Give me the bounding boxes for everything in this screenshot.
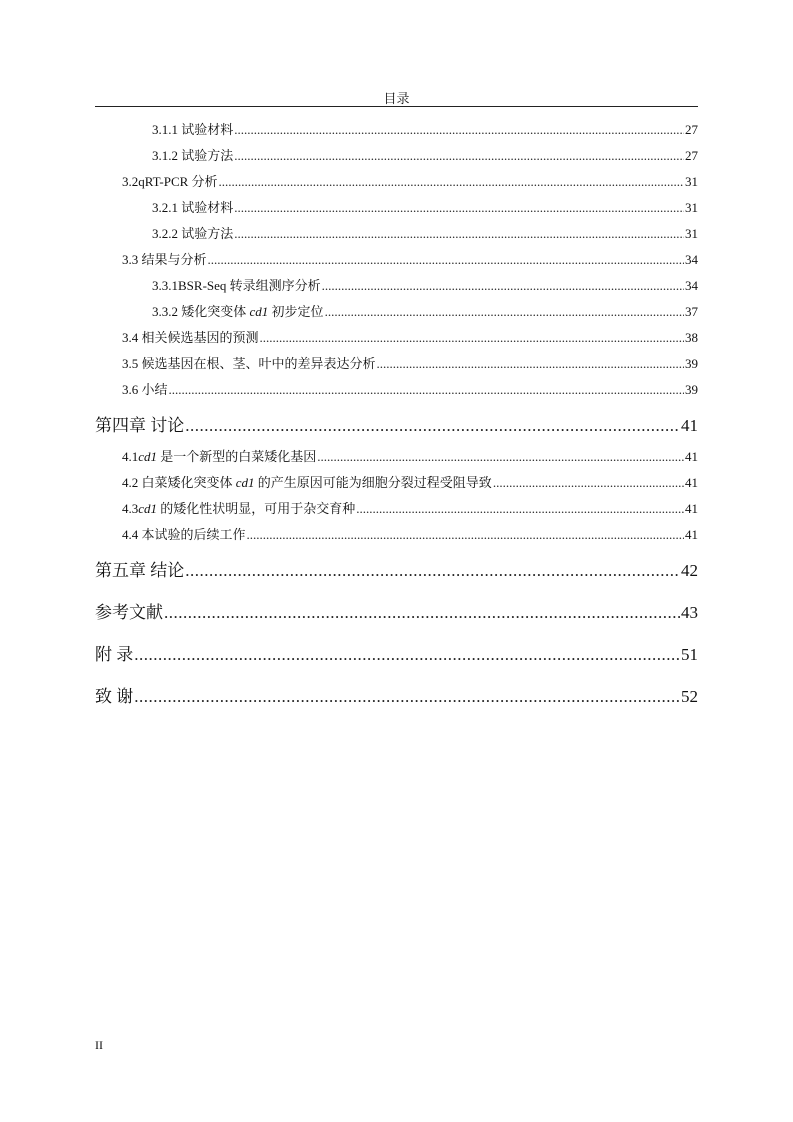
toc-entry-4-1[interactable] — [122, 446, 698, 464]
toc-entry-appendix[interactable] — [95, 640, 698, 662]
dot-leader — [247, 527, 684, 543]
dot-leader — [356, 501, 684, 517]
toc-entry-label — [95, 556, 184, 581]
toc-entry-label — [122, 472, 492, 491]
label-text: 3.4 相关候选基因的预测 — [122, 330, 259, 345]
dot-leader — [234, 148, 684, 164]
label-text: 4.2 白菜矮化突变体 — [122, 475, 236, 490]
label-text: 的矮化性状明显，可用于杂交育种 — [157, 501, 356, 516]
toc-entry-3-3[interactable] — [122, 249, 698, 267]
gene-name-italic: cd1 — [138, 501, 158, 516]
label-text: 致 谢 — [95, 687, 134, 706]
label-text: 参考文献 — [95, 603, 163, 622]
toc-entry-label — [152, 301, 324, 320]
toc-entry-acknowledgements[interactable] — [95, 682, 698, 704]
label-text: 第五章 结论 — [95, 561, 185, 580]
toc-entry-references[interactable] — [95, 598, 698, 620]
dot-leader — [234, 200, 684, 216]
toc-entry-label — [152, 197, 233, 216]
label-text: 4.4 本试验的后续工作 — [122, 527, 246, 542]
label-text: 3.3 结果与分析 — [122, 252, 207, 267]
gene-name-italic: cd1 — [138, 449, 158, 464]
dot-leader — [234, 226, 684, 242]
toc-entry-page: 38 — [685, 330, 698, 345]
label-text: 3.3.1BSR-Seq 转录组测序分析 — [152, 278, 321, 293]
page-header-title: 目录 — [383, 91, 410, 106]
dot-leader — [260, 330, 684, 346]
toc-entry-page: 41 — [685, 449, 698, 464]
label-text: 3.6 小结 — [122, 382, 168, 397]
toc-entry-chapter-5[interactable] — [95, 556, 698, 578]
label-text: 4.1 — [122, 449, 139, 464]
toc-entry-page: 43 — [681, 603, 698, 622]
toc-entry-4-2[interactable] — [122, 472, 698, 490]
label-text: 附 录 — [95, 645, 134, 664]
toc-entry-3-2-2[interactable] — [152, 223, 698, 241]
toc-entry-page: 41 — [681, 416, 698, 435]
toc-entry-label — [122, 171, 218, 190]
toc-entry-page: 37 — [685, 304, 698, 319]
header-rule — [95, 106, 698, 107]
toc-entry-3-3-1[interactable] — [152, 275, 698, 293]
toc-entry-page: 39 — [685, 356, 698, 371]
dot-leader — [169, 382, 684, 398]
toc-entry-label — [95, 640, 133, 665]
dot-leader — [377, 356, 684, 372]
label-text: 3.2.1 试验材料 — [152, 200, 234, 215]
toc-entry-4-4[interactable] — [122, 524, 698, 542]
dot-leader — [219, 174, 684, 190]
toc-entry-page: 31 — [685, 200, 698, 215]
toc-entry-page: 41 — [685, 475, 698, 490]
toc-entry-page: 41 — [685, 501, 698, 516]
toc-entry-3-1-1[interactable] — [152, 119, 698, 137]
label-text: 3.1.1 试验材料 — [152, 122, 234, 137]
dot-leader — [322, 278, 684, 294]
toc-entry-page: 34 — [685, 278, 698, 293]
toc-entry-label — [122, 524, 246, 543]
label-text: 3.2qRT-PCR 分析 — [122, 174, 218, 189]
toc-entry-chapter-4[interactable] — [95, 411, 698, 433]
toc-entry-label — [152, 145, 233, 164]
dot-leader — [185, 561, 680, 581]
dot-leader — [208, 252, 684, 268]
toc-entry-3-3-2[interactable] — [152, 301, 698, 319]
toc-entry-page: 27 — [685, 122, 698, 137]
toc-entry-label — [122, 498, 355, 517]
label-text: 第四章 讨论 — [95, 416, 185, 435]
toc-entry-page: 51 — [681, 645, 698, 664]
toc-entry-3-4[interactable] — [122, 327, 698, 345]
label-text: 是一个新型的白菜矮化基因 — [157, 449, 317, 464]
label-text: 初步定位 — [268, 304, 324, 319]
dot-leader — [325, 304, 684, 320]
dot-leader — [164, 603, 680, 623]
toc-entry-label — [122, 249, 207, 268]
toc-entry-page: 39 — [685, 382, 698, 397]
label-text: 3.2.2 试验方法 — [152, 226, 234, 241]
toc-entry-page: 31 — [685, 174, 698, 189]
toc-entry-3-1-2[interactable] — [152, 145, 698, 163]
toc-entry-3-2-1[interactable] — [152, 197, 698, 215]
dot-leader — [134, 645, 680, 665]
gene-name-italic: cd1 — [249, 304, 269, 319]
dot-leader — [185, 416, 680, 436]
toc-entry-label — [95, 598, 163, 623]
label-text: 3.3.2 矮化突变体 — [152, 304, 250, 319]
label-text: 4.3 — [122, 501, 139, 516]
label-text: 的产生原因可能为细胞分裂过程受阻导致 — [254, 475, 492, 490]
toc-entry-label — [95, 411, 184, 436]
toc-entry-label — [152, 119, 233, 138]
dot-leader — [134, 687, 680, 707]
toc-entry-3-5[interactable] — [122, 353, 698, 371]
toc-entry-page: 52 — [681, 687, 698, 706]
toc-entry-label — [152, 223, 233, 242]
page-number: II — [95, 1038, 103, 1052]
label-text: 3.5 候选基因在根、茎、叶中的差异表达分析 — [122, 356, 376, 371]
toc-entry-page: 34 — [685, 252, 698, 267]
toc-entry-page: 41 — [685, 527, 698, 542]
toc-entry-page: 31 — [685, 226, 698, 241]
toc-entry-label — [152, 275, 321, 294]
toc-entry-label — [122, 379, 168, 398]
toc-entry-label — [95, 682, 133, 707]
toc-entry-page: 42 — [681, 561, 698, 580]
dot-leader — [317, 449, 684, 465]
toc-entry-page: 27 — [685, 148, 698, 163]
dot-leader — [234, 122, 684, 138]
toc-entry-4-3[interactable] — [122, 498, 698, 516]
toc-entry-label — [122, 327, 259, 346]
label-text: 3.1.2 试验方法 — [152, 148, 234, 163]
toc-entry-label — [122, 446, 316, 465]
gene-name-italic: cd1 — [235, 475, 255, 490]
dot-leader — [493, 475, 684, 491]
toc-entry-3-6[interactable] — [122, 379, 698, 397]
toc-entry-3-2[interactable] — [122, 171, 698, 189]
toc-entry-label — [122, 353, 376, 372]
